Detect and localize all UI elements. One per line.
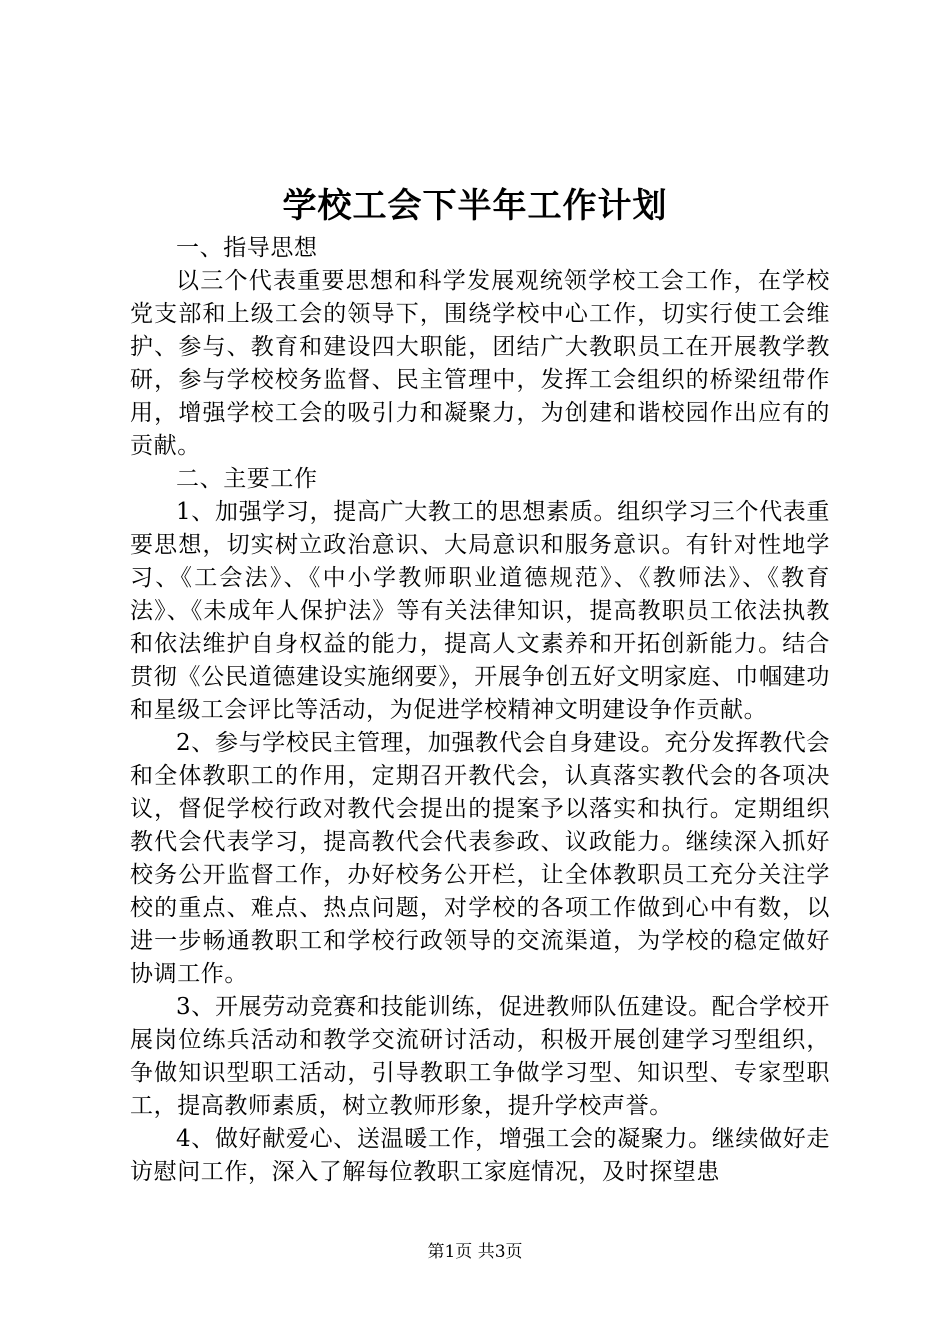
paragraph-work-item-1: 1、加强学习，提高广大教工的思想素质。组织学习三个代表重要思想，切实树立政治意识、大局意识和服务意识。有针对性地学习、《工会法》、《中小学教师职业道德规范》、《教师法》、《教育法》、《未成年人保护法》等有关法律知识，提高教职员工依法执教和依法维护自身权益的能力，提高人文素养和开拓创新能力。结合贯彻《公民道德建设实施纲要》，开展争创五好文明家庭、巾帼建功和星级工会评比等活动，为促进学校精神文明建设争作贡献。 (130, 499, 830, 723)
page-footer: 第1页 共3页 (427, 1242, 523, 1262)
section-heading-guiding-thought: 一、指导思想 (176, 235, 318, 261)
section-heading-main-work: 二、主要工作 (176, 466, 318, 492)
document-body (130, 232, 830, 1189)
paragraph-work-item-3: 3、开展劳动竞赛和技能训练，促进教师队伍建设。配合学校开展岗位练兵活动和教学交流研讨活动，积极开展创建学习型组织，争做知识型职工活动，引导教职工争做学习型、知识型、专家型职工，提高教师素质，树立教师形象，提升学校声誉。 (130, 994, 830, 1119)
paragraph-guiding-thought: 以三个代表重要思想和科学发展观统领学校工会工作，在学校党支部和上级工会的领导下，围绕学校中心工作，切实行使工会维护、参与、教育和建设四大职能，团结广大教职员工在开展教学教研，参与学校校务监督、民主管理中，发挥工会组织的桥梁纽带作用，增强学校工会的吸引力和凝聚力，为创建和谐校园作出应有的贡献。 (130, 268, 830, 459)
document-title: 学校工会下半年工作计划 (282, 186, 668, 226)
paragraph-work-item-2: 2、参与学校民主管理，加强教代会自身建设。充分发挥教代会和全体教职工的作用，定期召开教代会，认真落实教代会的各项决议，督促学校行政对教代会提出的提案予以落实和执行。定期组织教代会代表学习，提高教代会代表参政、议政能力。继续深入抓好校务公开监督工作，办好校务公开栏，让全体教职员工充分关注学校的重点、难点、热点问题，对学校的各项工作做到心中有数，以进一步畅通教职工和学校行政领导的交流渠道，为学校的稳定做好协调工作。 (130, 730, 830, 987)
paragraph-work-item-4: 4、做好献爱心、送温暖工作，增强工会的凝聚力。继续做好走访慰问工作，深入了解每位教职工家庭情况，及时探望患 (130, 1126, 830, 1185)
